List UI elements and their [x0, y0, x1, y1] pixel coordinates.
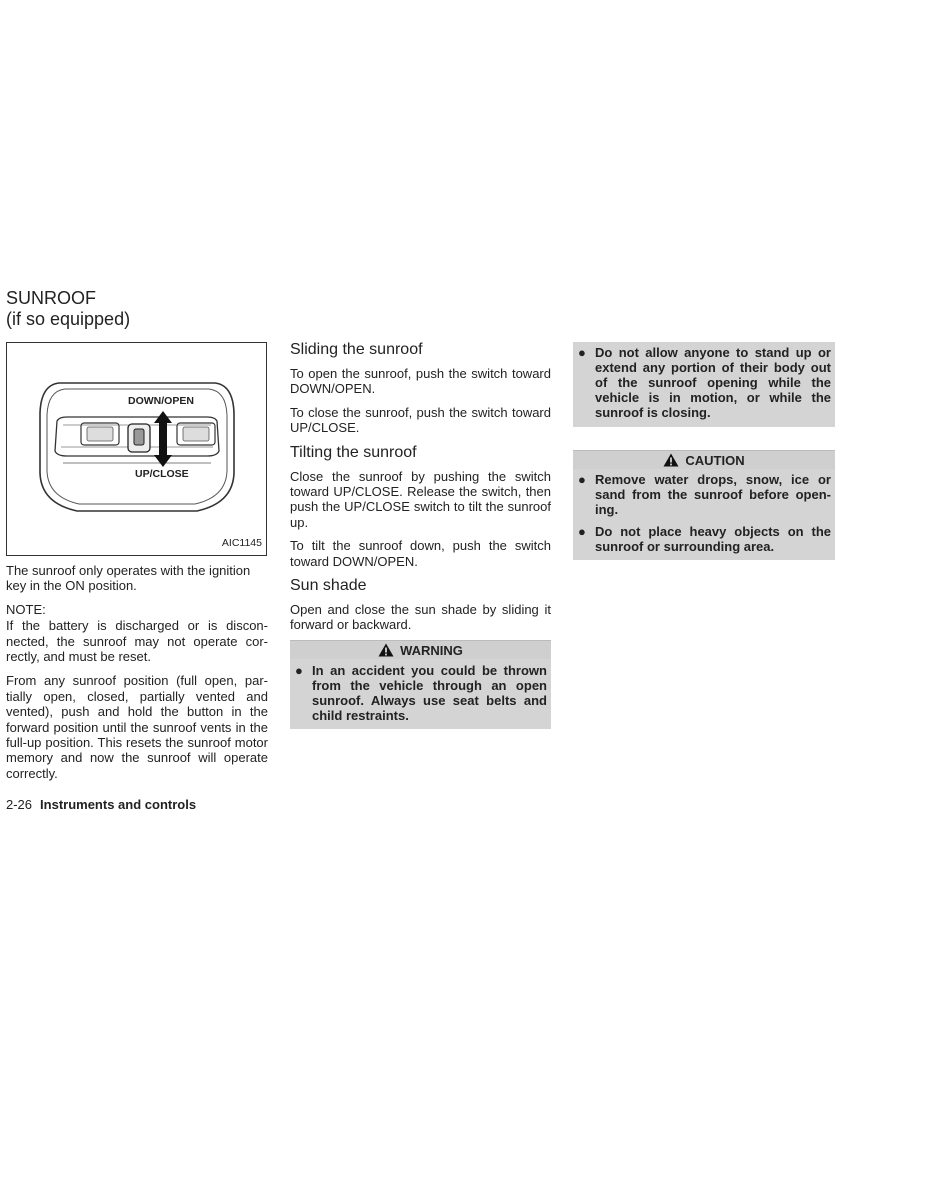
column-1	[6, 563, 268, 781]
caution-item-text: Do not place heavy objects on the sunroof or surrounding area.	[595, 524, 831, 554]
figure-code: AIC1145	[221, 537, 262, 549]
warning-item-text: In an accident you could be thrown from the vehicle through an open sunroof. Always use seat belts and child restraints.	[312, 663, 547, 723]
up-close-label: UP/CLOSE	[135, 468, 189, 480]
bullet-dot-icon: ●	[295, 663, 303, 678]
heading-sun-shade: Sun shade	[290, 577, 367, 595]
sun-shade-paragraph: Open and close the sun shade by sliding it forward or backward.	[290, 602, 551, 633]
bullet-dot-icon: ●	[578, 472, 586, 487]
caution-box	[573, 450, 835, 560]
warning-triangle-icon	[378, 643, 394, 657]
bullet-dot-icon: ●	[578, 524, 586, 539]
note-text: If the battery is discharged or is discon-nected, the sunroof may not operate cor-rectly, and must be reset.	[6, 618, 268, 665]
caution-header	[573, 450, 835, 469]
page-title	[6, 288, 130, 330]
column-2	[290, 340, 551, 633]
tilting-down-paragraph: To tilt the sunroof down, push the switch toward DOWN/OPEN.	[290, 538, 551, 569]
warning-item-2-text: Do not allow anyone to stand up or extend any portion of their body out of the sunroof opening while the vehicle is in motion, or while the sunroof is closing.	[595, 345, 831, 420]
page-number: 2-26	[6, 797, 33, 812]
warning-header	[290, 640, 551, 659]
sunroof-switch-illustration	[7, 343, 266, 555]
caution-label: CAUTION	[685, 452, 745, 468]
caution-item	[573, 524, 835, 554]
note-label: NOTE:	[6, 601, 46, 617]
bullet-dot-icon: ●	[578, 345, 586, 360]
sliding-open-paragraph: To open the sunroof, push the switch toward DOWN/OPEN.	[290, 366, 551, 397]
sunroof-switch-figure	[6, 342, 267, 556]
sliding-close-paragraph: To close the sunroof, push the switch toward UP/CLOSE.	[290, 404, 551, 436]
ignition-paragraph: The sunroof only operates with the ignition key in the ON position.	[6, 563, 251, 594]
warning-item	[290, 663, 551, 723]
caution-item	[573, 472, 835, 517]
heading-sliding: Sliding the sunroof	[290, 341, 423, 358]
warning-label: WARNING	[400, 642, 463, 658]
down-open-label: DOWN/OPEN	[128, 395, 194, 407]
title-line-2: (if so equipped)	[6, 309, 131, 329]
section-name: Instruments and controls	[40, 797, 197, 812]
heading-tilting: Tilting the sunroof	[290, 443, 417, 461]
caution-item-text: Remove water drops, snow, ice or sand from the sunroof before open-ing.	[595, 472, 831, 517]
warning-triangle-icon	[663, 453, 679, 467]
tilting-up-paragraph: Close the sunroof by pushing the switch toward UP/CLOSE. Release the switch, then push the UP/CLOSE switch to tilt the sunroof up.	[290, 468, 551, 530]
page-footer	[6, 797, 196, 812]
warning-item-2	[573, 342, 835, 420]
title-line-1: SUNROOF	[6, 288, 96, 308]
warning-continuation-box	[573, 342, 835, 427]
warning-box	[290, 640, 551, 729]
reset-paragraph: From any sunroof position (full open, par-tially open, closed, partially vented and vented), push and hold the button in the forward position until the sunroof vents in the full-up position. This resets the sunroof motor memory and now the sunroof will operate correctly.	[6, 673, 268, 781]
